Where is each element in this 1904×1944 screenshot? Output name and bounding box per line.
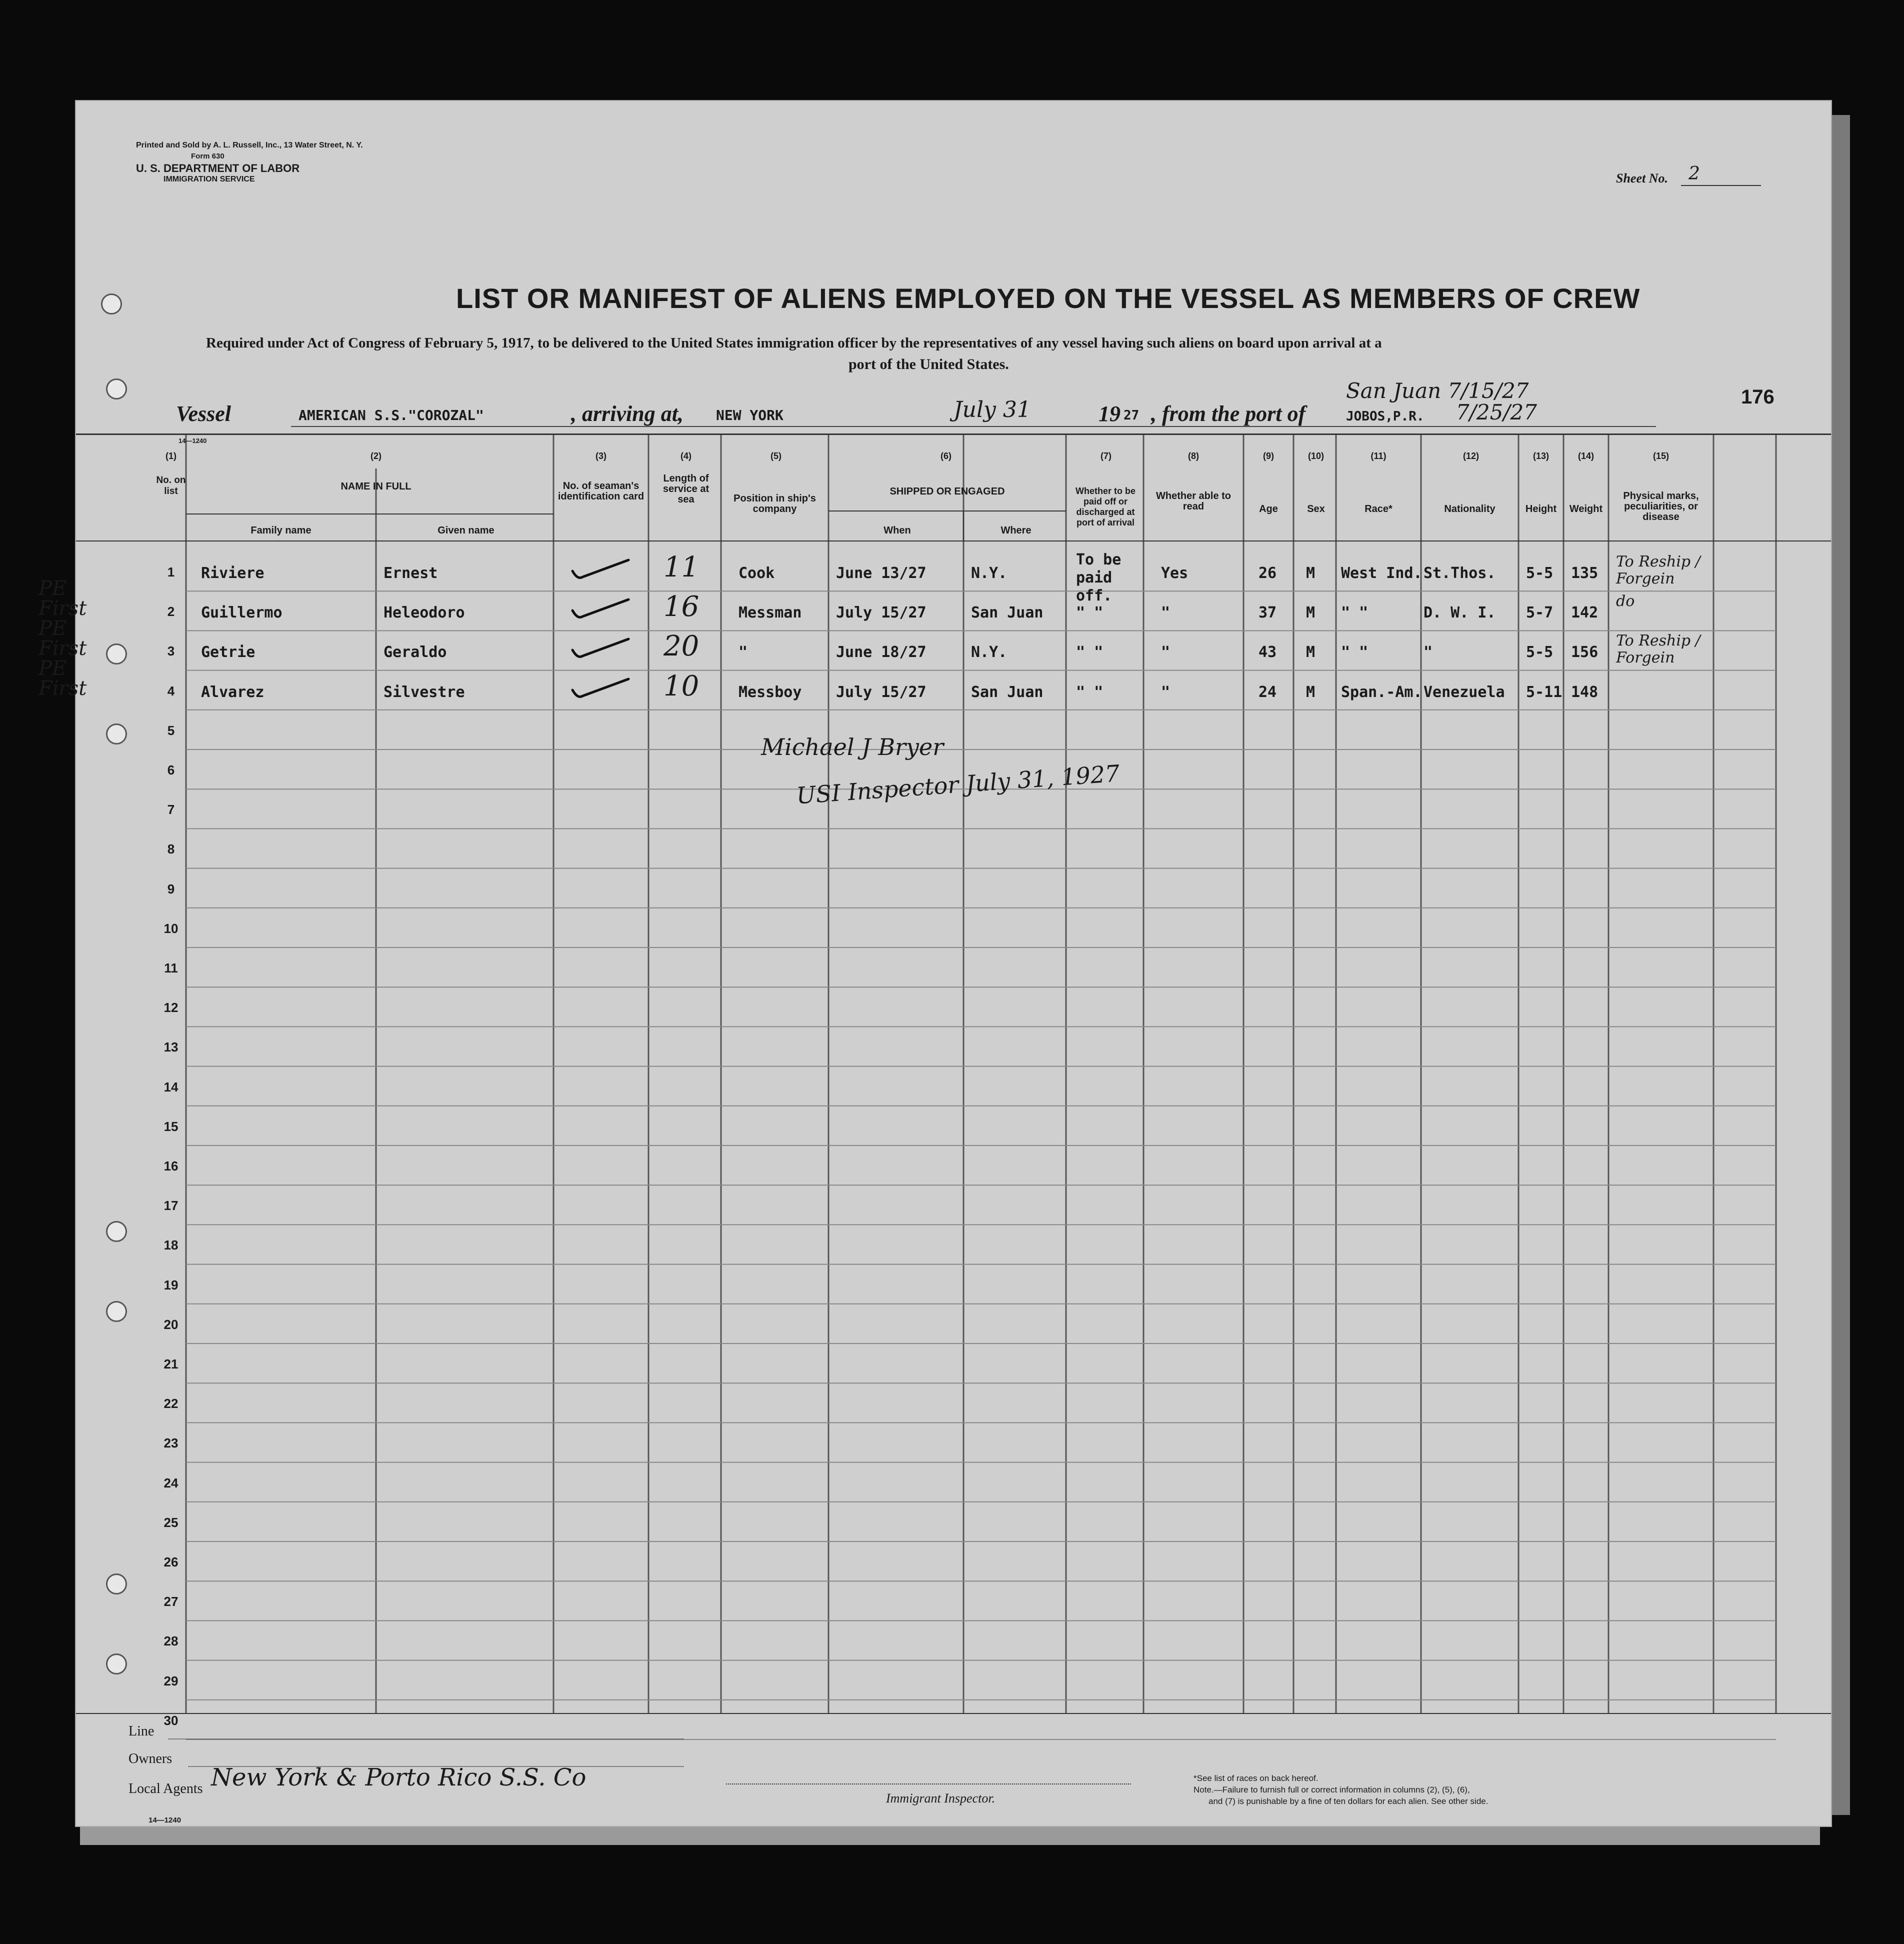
service: IMMIGRATION SERVICE	[164, 175, 255, 184]
form-number: Form 630	[191, 152, 224, 160]
footer-note-3: and (7) is punishable by a fine of ten dollars for each alien. See other side.	[1208, 1796, 1488, 1806]
table-row	[76, 1226, 1831, 1266]
col4-number: (4)	[680, 451, 692, 461]
col2-header: NAME IN FULL	[340, 481, 412, 492]
local-agents-value: New York & Porto Rico S.S. Co	[211, 1764, 586, 1792]
cell-paid: To be paid off.	[1076, 551, 1122, 604]
col6-number: (6)	[940, 451, 952, 461]
row-number: 16	[164, 1158, 178, 1174]
table-row	[76, 1266, 1831, 1306]
arriving-label: , arriving at,	[571, 402, 684, 426]
row-number: 8	[167, 842, 175, 857]
row-number: 11	[164, 960, 178, 976]
col9-number: (9)	[1263, 451, 1274, 461]
row-number: 9	[167, 881, 175, 896]
cell-read: "	[1161, 644, 1170, 662]
cell-paid: " "	[1076, 644, 1104, 662]
cell-family: Guillermo	[201, 604, 282, 622]
line-label: Line	[128, 1724, 154, 1739]
table-row	[76, 1148, 1831, 1186]
inspector-signature: Michael J Bryer	[761, 734, 944, 760]
col10-number: (10)	[1308, 451, 1324, 461]
cell-service: 10	[664, 670, 700, 702]
col1-header: No. on list	[156, 475, 186, 496]
col3-number: (3)	[596, 451, 606, 461]
cell-age: 43	[1258, 644, 1277, 662]
cell-marks: To Reship / Forgein	[1616, 553, 1700, 588]
table-row	[76, 1544, 1831, 1582]
cell-position: Cook	[738, 564, 775, 582]
cell-weight: 142	[1571, 604, 1598, 622]
footer-note-2: Note.—Failure to furnish full or correct information in columns (2), (5), (6),	[1194, 1785, 1470, 1794]
from-port-handwritten: San Juan 7/15/27	[1346, 378, 1529, 403]
cell-read: Yes	[1161, 564, 1188, 582]
table-row	[76, 1702, 1831, 1741]
cell-family: Alvarez	[201, 683, 264, 701]
col11-header: Race*	[1364, 504, 1392, 514]
cell-height: 5-7	[1526, 604, 1554, 622]
table-row	[76, 1583, 1831, 1622]
col1-number: (1)	[166, 451, 176, 461]
cell-position: "	[738, 644, 748, 662]
document-title: LIST OR MANIFEST OF ALIENS EMPLOYED ON THE VESSEL AS MEMBERS OF CREW	[456, 282, 1640, 314]
subtitle-line-2: port of the United States.	[848, 356, 1009, 372]
row-number: 19	[164, 1277, 178, 1292]
col8-header: Whether able to read	[1156, 490, 1231, 512]
row-number: 30	[164, 1712, 178, 1728]
check-mark-icon	[568, 596, 634, 626]
table-row	[76, 1187, 1831, 1226]
row-number: 25	[164, 1514, 178, 1530]
row-number: 18	[164, 1238, 178, 1253]
owners-label: Owners	[128, 1751, 172, 1766]
cell-height: 5-5	[1526, 644, 1554, 662]
cell-height: 5-5	[1526, 564, 1554, 582]
row-number: 6	[167, 762, 175, 778]
year-prefix: 19	[1098, 402, 1120, 426]
row-number: 7	[167, 802, 175, 818]
cell-nationality: Venezuela	[1424, 683, 1505, 701]
row-number: 23	[164, 1436, 178, 1451]
line-field	[168, 1738, 684, 1740]
row-number: 22	[164, 1396, 178, 1412]
vessel-name: AMERICAN S.S."COROZAL"	[298, 407, 484, 424]
row-number: 20	[164, 1316, 178, 1332]
col2-given-header: Given name	[438, 525, 494, 536]
col6-when-header: When	[884, 525, 911, 536]
cell-race: " "	[1341, 604, 1368, 622]
department: U. S. DEPARTMENT OF LABOR	[136, 162, 300, 174]
cell-family: Getrie	[201, 644, 256, 662]
row-number: 12	[164, 1000, 178, 1016]
cell-sex: M	[1306, 644, 1316, 662]
col7-number: (7)	[1100, 451, 1112, 461]
col2-family-header: Family name	[250, 525, 312, 536]
col12-number: (12)	[1462, 451, 1479, 461]
local-agents-label: Local Agents	[128, 1781, 203, 1796]
printer-line: Printed and Sold by A. L. Russell, Inc., 13 Water Street, N. Y.	[136, 141, 363, 150]
cell-age: 26	[1258, 564, 1277, 582]
table-row	[76, 830, 1831, 870]
table-row	[76, 1068, 1831, 1108]
cell-nationality: St.Thos.	[1424, 564, 1496, 582]
col14-header: Weight	[1569, 504, 1603, 514]
table-row	[76, 1622, 1831, 1662]
cell-when: June 13/27	[836, 564, 926, 582]
cell-nationality: D. W. I.	[1424, 604, 1496, 622]
cell-when: July 15/27	[836, 604, 926, 622]
cell-given: Geraldo	[384, 644, 447, 662]
form-code: 14—1240	[178, 437, 207, 444]
row-number: 13	[164, 1040, 178, 1055]
cell-height: 5-11	[1526, 683, 1562, 701]
cell-read: "	[1161, 604, 1170, 622]
margin-note: PE First	[38, 577, 87, 620]
sheet-number: 2	[1688, 164, 1700, 184]
table-row	[76, 1108, 1831, 1147]
arriving-port: NEW YORK	[716, 407, 784, 424]
page-edge	[80, 1825, 1820, 1845]
col2-number: (2)	[370, 451, 382, 461]
row-number: 27	[164, 1594, 178, 1610]
table-row	[76, 910, 1831, 949]
col9-header: Age	[1259, 504, 1278, 514]
col7-header: Whether to be paid off or discharged at port of arrival	[1076, 486, 1136, 528]
check-mark-icon	[568, 556, 634, 586]
row-number: 5	[167, 722, 175, 738]
table-row	[76, 950, 1831, 988]
row-number: 26	[164, 1554, 178, 1570]
table-row	[76, 712, 1831, 751]
cell-service: 11	[664, 551, 700, 584]
cell-paid: " "	[1076, 683, 1104, 701]
col6-where-header: Where	[1000, 525, 1032, 536]
cell-sex: M	[1306, 683, 1316, 701]
col3-header: No. of seaman's identification card	[558, 480, 644, 502]
footer-note-1: *See list of races on back hereof.	[1194, 1774, 1318, 1783]
table-row	[76, 1464, 1831, 1504]
row-number: 14	[164, 1079, 178, 1094]
row-number: 24	[164, 1475, 178, 1490]
table-row	[76, 1504, 1831, 1543]
row-number: 29	[164, 1673, 178, 1688]
table-row	[76, 1306, 1831, 1345]
arrival-date: July 31	[954, 397, 1031, 422]
table-row	[76, 590, 1831, 632]
col10-header: Sex	[1307, 504, 1325, 514]
row-number: 2	[167, 604, 175, 620]
immigrant-inspector-label: Immigrant Inspector.	[886, 1791, 996, 1806]
row-number: 15	[164, 1118, 178, 1134]
margin-note: PE First	[38, 657, 87, 700]
row-number: 17	[164, 1198, 178, 1214]
table-row	[76, 1028, 1831, 1068]
col8-number: (8)	[1188, 451, 1199, 461]
table-row	[76, 672, 1831, 712]
cell-paid: " "	[1076, 604, 1104, 622]
table-row	[76, 632, 1831, 672]
vessel-label: Vessel	[176, 402, 231, 426]
table-row	[76, 1424, 1831, 1464]
table-row	[76, 551, 1831, 604]
cell-given: Silvestre	[384, 683, 465, 701]
cell-age: 24	[1258, 683, 1277, 701]
table-row	[76, 870, 1831, 910]
cell-marks: do	[1616, 592, 1635, 610]
cell-nationality: "	[1424, 644, 1433, 662]
margin-note: PE First	[38, 617, 87, 660]
manifest-sheet	[38, 100, 1832, 1827]
page-number: 176	[1741, 386, 1774, 408]
table-row	[76, 989, 1831, 1028]
table-row	[76, 1662, 1831, 1702]
cell-family: Riviere	[201, 564, 264, 582]
row-number: 21	[164, 1356, 178, 1372]
cell-where: N.Y.	[971, 564, 1008, 582]
cell-service: 20	[664, 630, 700, 663]
from-port-date: 7/25/27	[1456, 400, 1537, 424]
cell-where: N.Y.	[971, 644, 1008, 662]
cell-weight: 156	[1571, 644, 1598, 662]
cell-race: " "	[1341, 644, 1368, 662]
cell-when: July 15/27	[836, 683, 926, 701]
row-number: 1	[167, 564, 175, 580]
col5-number: (5)	[770, 451, 782, 461]
col15-number: (15)	[1652, 451, 1669, 461]
col6-header: SHIPPED OR ENGAGED	[890, 486, 1005, 497]
cell-service: 16	[664, 590, 700, 624]
row-number: 28	[164, 1634, 178, 1649]
subtitle-line-1: Required under Act of Congress of February 5, 1917, to be delivered to the United States immigration officer by the representatives of any vessel having such aliens on board upon arrival at a	[206, 335, 1382, 351]
cell-when: June 18/27	[836, 644, 926, 662]
row-number: 4	[167, 683, 175, 698]
cell-age: 37	[1258, 604, 1277, 622]
page-edge	[1830, 115, 1850, 1815]
cell-given: Heleodoro	[384, 604, 465, 622]
col14-number: (14)	[1578, 451, 1594, 461]
cell-read: "	[1161, 683, 1170, 701]
cell-weight: 135	[1571, 564, 1598, 582]
cell-given: Ernest	[384, 564, 438, 582]
cell-race: West Ind.	[1341, 564, 1422, 582]
inspector-title-date: USI Inspector July 31, 1927	[795, 760, 1121, 810]
footer-form-code: 14—1240	[148, 1816, 182, 1824]
table-row	[76, 1346, 1831, 1384]
cell-weight: 148	[1571, 683, 1598, 701]
col11-number: (11)	[1370, 451, 1386, 461]
year-suffix: 27	[1124, 408, 1140, 423]
cell-sex: M	[1306, 604, 1316, 622]
row-number: 3	[167, 644, 175, 659]
cell-position: Messboy	[738, 683, 802, 701]
check-mark-icon	[568, 675, 634, 705]
col13-number: (13)	[1532, 451, 1549, 461]
col12-header: Nationality	[1444, 504, 1496, 514]
table-row	[76, 1385, 1831, 1424]
from-port: JOBOS,P.R.	[1346, 409, 1424, 424]
from-port-label: , from the port of	[1151, 402, 1306, 426]
cell-race: Span.-Am.	[1341, 683, 1422, 701]
cell-position: Messman	[738, 604, 802, 622]
check-mark-icon	[568, 635, 634, 665]
col5-header: Position in ship's company	[734, 493, 816, 514]
cell-sex: M	[1306, 564, 1316, 582]
cell-where: San Juan	[971, 604, 1044, 622]
col4-header: Length of service at sea	[662, 473, 710, 505]
row-number: 10	[164, 920, 178, 936]
col13-header: Height	[1525, 504, 1557, 514]
sheet-label: Sheet No.	[1616, 171, 1668, 186]
col15-header: Physical marks, peculiarities, or disease	[1623, 490, 1699, 522]
cell-marks: To Reship / Forgein	[1616, 632, 1700, 667]
cell-where: San Juan	[971, 683, 1044, 701]
